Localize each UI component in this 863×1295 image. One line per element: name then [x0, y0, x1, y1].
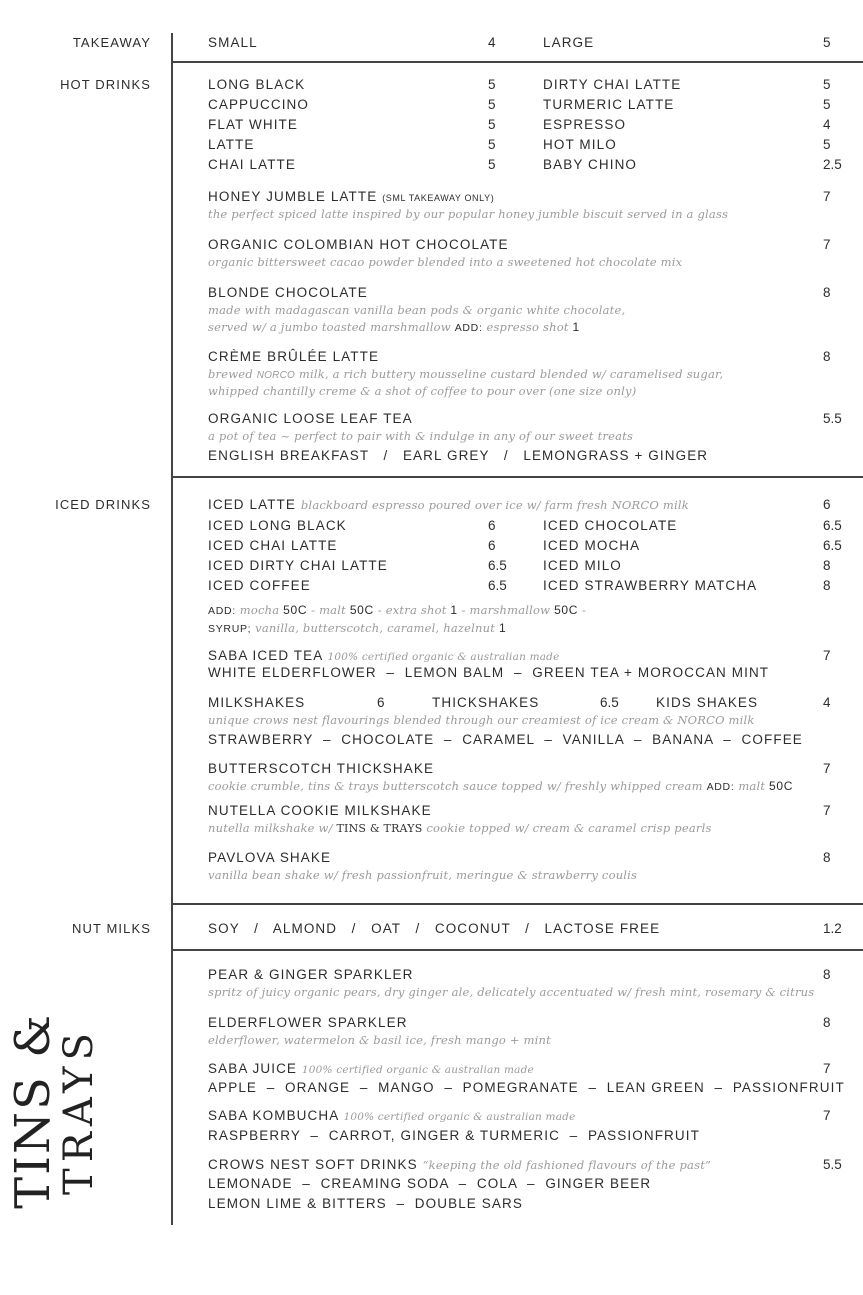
menu-item-name: PAVLOVA SHAKE — [208, 850, 332, 865]
menu-item-name: BUTTERSCOTCH THICKSHAKE — [208, 761, 435, 776]
menu-item-price: 6.5 — [600, 695, 619, 710]
addons-line: ADD: mocha 50C - malt 50C - extra shot 1 - marshmallow 50C - — [208, 603, 587, 617]
menu-item-price: 5 — [488, 157, 496, 172]
menu-item-price: 6 — [377, 695, 385, 710]
menu-item-name: DIRTY CHAI LATTE — [543, 77, 682, 92]
brand-line-1: TINS & — [5, 1013, 61, 1209]
menu-item-price: 7 — [823, 237, 831, 252]
menu-item-name: ICED DIRTY CHAI LATTE — [208, 558, 388, 573]
menu-item-note: (SML TAKEAWAY ONLY) — [382, 193, 495, 203]
section-label-nut-milks: NUT MILKS — [71, 921, 151, 936]
menu-item-desc: a pot of tea ~ perfect to pair with & indulge in any of our sweet treats — [208, 429, 634, 443]
menu-item-price: 8 — [823, 967, 831, 982]
menu-item-desc: made with madagascan vanilla bean pods & organic white chocolate, — [208, 303, 626, 317]
menu-item-name: ESPRESSO — [543, 117, 627, 132]
menu-item-desc: 100% certified organic & australian made — [301, 1064, 534, 1076]
menu-item-price: 5 — [823, 77, 831, 92]
menu-item-price: 1.2 — [823, 921, 842, 936]
menu-item-price: 8 — [823, 850, 831, 865]
menu-item-name: CROWS NEST SOFT DRINKS “keeping the old fashioned flavours of the past” — [208, 1157, 712, 1172]
menu-item-options: ENGLISH BREAKFAST / EARL GREY / LEMONGRASS + GINGER — [208, 448, 709, 463]
menu-item-name: SABA JUICE 100% certified organic & australian made — [208, 1061, 534, 1076]
brand-logo — [5, 946, 102, 1276]
menu-item-name: SABA KOMBUCHA 100% certified organic & australian made — [208, 1108, 576, 1123]
menu-item-price: 6.5 — [488, 578, 507, 593]
menu-item-name: ORGANIC LOOSE LEAF TEA — [208, 411, 413, 426]
menu-item-price: 4 — [823, 117, 831, 132]
menu-item-options: RASPBERRY – CARROT, GINGER & TURMERIC – PASSIONFRUIT — [208, 1128, 700, 1143]
divider-nut — [171, 949, 863, 951]
menu-item-name: ICED LONG BLACK — [208, 518, 347, 533]
menu-item-desc: unique crows nest flavourings blended through our creamiest of ice cream & NORCO milk — [208, 713, 755, 727]
menu-item-name: ORGANIC COLOMBIAN HOT CHOCOLATE — [208, 237, 509, 252]
menu-item-options: SOY / ALMOND / OAT / COCONUT / LACTOSE FREE — [208, 921, 661, 936]
menu-item-price: 5 — [823, 97, 831, 112]
takeaway-large-label: LARGE — [543, 35, 595, 50]
menu-item-price: 7 — [823, 1061, 831, 1076]
menu-item-desc: elderflower, watermelon & basil ice, fresh mango + mint — [208, 1033, 551, 1047]
menu-item-desc: brewed NORCO milk, a rich buttery mousseline custard blended w/ caramelised sugar, — [208, 367, 724, 381]
menu-item-price: 7 — [823, 648, 831, 663]
menu-item-desc: “keeping the old fashioned flavours of the past” — [422, 1158, 712, 1172]
menu-item-price: 7 — [823, 803, 831, 818]
section-label-hot-drinks: HOT DRINKS — [60, 77, 151, 92]
menu-item-desc: vanilla bean shake w/ fresh passionfruit, meringue & strawberry coulis — [208, 868, 638, 882]
menu-item-options: LEMON LIME & BITTERS – DOUBLE SARS — [208, 1196, 523, 1211]
divider-hot — [171, 476, 863, 478]
menu-item-name: LATTE — [208, 137, 255, 152]
menu-item-price: 6 — [488, 518, 496, 533]
divider-vertical — [171, 33, 173, 1225]
menu-item-name: KIDS SHAKES — [656, 695, 759, 710]
menu-item-price: 4 — [823, 695, 831, 710]
menu-item-price: 5.5 — [823, 1157, 842, 1172]
menu-item-price: 5 — [488, 117, 496, 132]
menu-item-price: 6.5 — [488, 558, 507, 573]
takeaway-small-price: 4 — [488, 35, 496, 50]
menu-item-name: ICED MILO — [543, 558, 622, 573]
menu-item-name: THICKSHAKES — [432, 695, 540, 710]
menu-item-name: CRÈME BRÛLÉE LATTE — [208, 349, 380, 364]
menu-item-name: PEAR & GINGER SPARKLER — [208, 967, 414, 982]
menu-item-price: 6 — [823, 497, 831, 512]
menu-item-price: 7 — [823, 1108, 831, 1123]
divider-iced — [171, 903, 863, 905]
menu-item-desc: 100% certified organic & australian made — [343, 1111, 576, 1123]
menu-item-name: HONEY JUMBLE LATTE (SML TAKEAWAY ONLY) — [208, 189, 495, 204]
menu-item-price: 5 — [488, 77, 496, 92]
menu-item-name: BABY CHINO — [543, 157, 638, 172]
menu-item-name: TURMERIC LATTE — [543, 97, 675, 112]
menu-item-desc: spritz of juicy organic pears, dry ginger ale, delicately accentuated w/ fresh mint, rosemary & citrus — [208, 985, 815, 999]
takeaway-large-price: 5 — [823, 35, 831, 50]
menu-item-options: STRAWBERRY – CHOCOLATE – CARAMEL – VANILLA – BANANA – COFFEE — [208, 732, 803, 747]
menu-item-price: 2.5 — [823, 157, 842, 172]
menu-item-price: 5 — [488, 97, 496, 112]
menu-item-desc: blackboard espresso poured over ice w/ farm fresh NORCO milk — [300, 498, 689, 512]
menu-item-name: SABA ICED TEA 100% certified organic & australian made — [208, 648, 560, 663]
menu-item-price: 8 — [823, 285, 831, 300]
menu-item-desc: served w/ a jumbo toasted marshmallow ADD: espresso shot 1 — [208, 320, 580, 334]
menu-item-price: 8 — [823, 349, 831, 364]
menu-item-options: WHITE ELDERFLOWER – LEMON BALM – GREEN TEA + MOROCCAN MINT — [208, 665, 770, 680]
menu-item-price: 6.5 — [823, 538, 842, 553]
menu-item-name: BLONDE CHOCOLATE — [208, 285, 368, 300]
menu-item-price: 5.5 — [823, 411, 842, 426]
menu-item-desc: the perfect spiced latte inspired by our popular honey jumble biscuit served in a glass — [208, 207, 729, 221]
menu-item-name: ICED STRAWBERRY MATCHA — [543, 578, 758, 593]
menu-item-price: 8 — [823, 1015, 831, 1030]
menu-item-name: ICED MOCHA — [543, 538, 641, 553]
menu-item-price: 7 — [823, 761, 831, 776]
menu-item-name: LONG BLACK — [208, 77, 306, 92]
brand-line-2: TRAYS — [56, 1027, 102, 1195]
menu-item-name: HOT MILO — [543, 137, 617, 152]
menu-item-price: 5 — [488, 137, 496, 152]
menu-item-name: MILKSHAKES — [208, 695, 306, 710]
menu-item-price: 8 — [823, 558, 831, 573]
takeaway-small-label: SMALL — [208, 35, 258, 50]
menu-item-price: 8 — [823, 578, 831, 593]
menu-item-options: APPLE – ORANGE – MANGO – POMEGRANATE – LEAN GREEN – PASSIONFRUIT — [208, 1080, 845, 1095]
section-label-takeaway: TAKEAWAY — [72, 35, 151, 50]
menu-item-desc: whipped chantilly creme & a shot of coffee to pour over (one size only) — [208, 384, 637, 398]
menu-item-name: CAPPUCCINO — [208, 97, 310, 112]
menu-item-price: 6 — [488, 538, 496, 553]
menu-item-price: 5 — [823, 137, 831, 152]
menu-item-name: ELDERFLOWER SPARKLER — [208, 1015, 408, 1030]
menu-item-name: ICED LATTE blackboard espresso poured over ice w/ farm fresh NORCO milk — [208, 497, 689, 512]
menu-item-options: LEMONADE – CREAMING SODA – COLA – GINGER BEER — [208, 1176, 652, 1191]
menu-item-desc: 100% certified organic & australian made — [327, 651, 560, 663]
menu-item-price: 6.5 — [823, 518, 842, 533]
syrup-line: SYRUP; vanilla, butterscotch, caramel, hazelnut 1 — [208, 621, 507, 635]
menu-item-name: ICED CHOCOLATE — [543, 518, 678, 533]
menu-item-name: ICED CHAI LATTE — [208, 538, 338, 553]
menu-item-price: 7 — [823, 189, 831, 204]
menu-item-desc: nutella milkshake w/ TINS & TRAYS cookie topped w/ cream & caramel crisp pearls — [208, 821, 712, 835]
divider-takeaway — [171, 61, 863, 63]
menu-item-name: FLAT WHITE — [208, 117, 299, 132]
menu-item-name: NUTELLA COOKIE MILKSHAKE — [208, 803, 432, 818]
menu-item-name: CHAI LATTE — [208, 157, 297, 172]
menu-item-desc: cookie crumble, tins & trays butterscotch sauce topped w/ freshly whipped cream ADD: malt 50C — [208, 779, 794, 793]
menu-item-desc: organic bittersweet cacao powder blended into a sweetened hot chocolate mix — [208, 255, 683, 269]
menu-item-name: ICED COFFEE — [208, 578, 311, 593]
section-label-iced-drinks: ICED DRINKS — [55, 497, 151, 512]
